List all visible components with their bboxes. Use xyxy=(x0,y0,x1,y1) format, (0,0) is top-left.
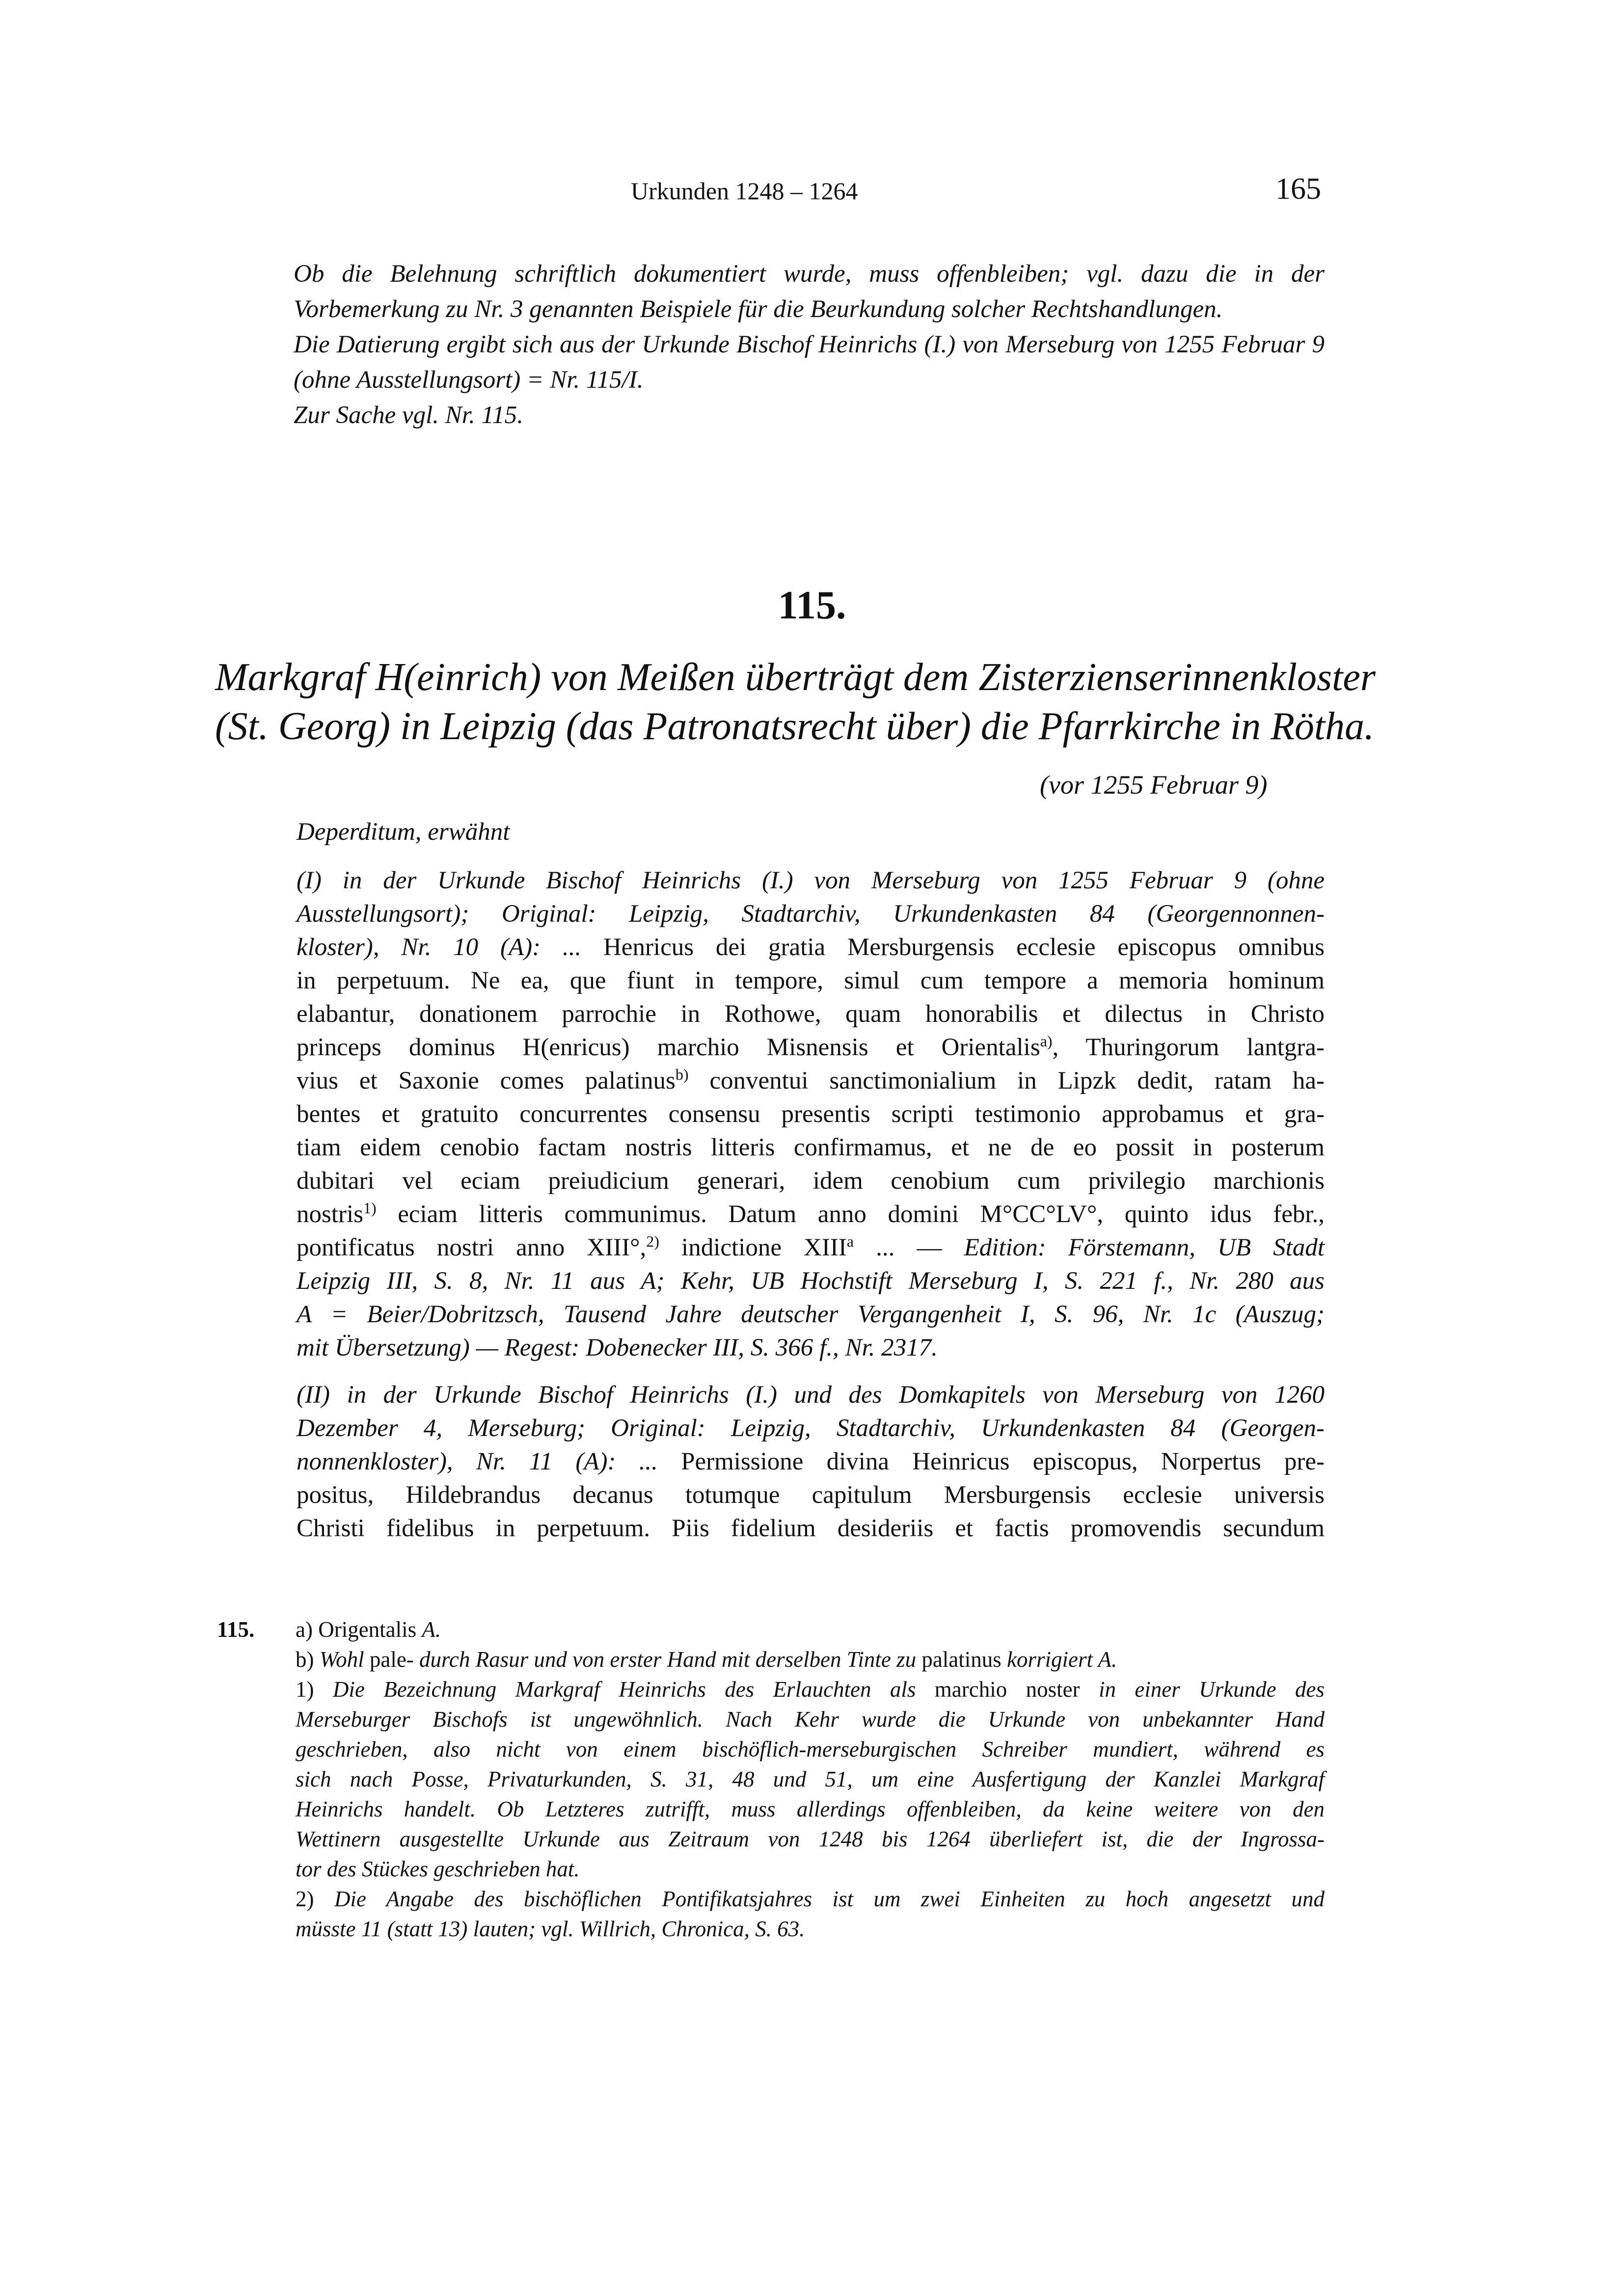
footnote-line: Heinrichs handelt. Ob Letzteres zutrifft, muss allerdings offenbleiben, da keine weitere von den xyxy=(296,1797,1325,1821)
entry-segment: kloster), Nr. 10 (A): ... xyxy=(297,934,582,961)
footnote-segment: Origentalis xyxy=(318,1617,422,1642)
entry-segment: ... — xyxy=(854,1234,964,1261)
footnote-segment: A. xyxy=(422,1617,441,1642)
footnote-segment: palatinus xyxy=(921,1647,1001,1672)
commentary-paragraph-3: Zur Sache vgl. Nr. 115. xyxy=(294,401,523,429)
entry-line: elabantur, donationem parrochie in Rothowe, quam honorabilis et dilectus in Christo xyxy=(297,1000,1325,1028)
entry-line: bentes et gratuito concurrentes consensu presentis scripti testimonio approbamus et gra- xyxy=(297,1100,1325,1128)
footnotes xyxy=(217,1615,1325,1944)
entry-line: mit Übersetzung) — Regest: Dobenecker III, S. 366 f., Nr. 2317. xyxy=(297,1334,938,1362)
footnote-ref-1: 1) xyxy=(363,1199,377,1217)
entry-segment: vius et Saxonie comes palatinus xyxy=(297,1067,676,1095)
entry-line xyxy=(297,1445,1325,1478)
entry-line xyxy=(297,1231,1325,1264)
footnote-segment: marchio noster xyxy=(934,1677,1080,1702)
footnote-a xyxy=(296,1615,1325,1645)
preceding-commentary xyxy=(294,256,1325,433)
entry-line: positus, Hildebrandus decanus totumque capitulum Mersburgensis ecclesie universis xyxy=(297,1481,1325,1509)
entry-segment: nonnenkloster), Nr. 11 (A): ... xyxy=(297,1448,658,1475)
footnote-ref-a: a) xyxy=(1040,1032,1053,1050)
footnote-line: sich nach Posse, Privaturkunden, S. 31, 48 und 51, um eine Ausfertigung der Kanzlei Markgraf xyxy=(296,1767,1325,1791)
footnote-line: Merseburger Bischofs ist ungewöhnlich. Nach Kehr wurde die Urkunde von unbekannter Hand xyxy=(296,1707,1325,1732)
entry-line xyxy=(297,1198,1325,1231)
running-head: Urkunden 1248 – 1264 xyxy=(631,177,858,205)
footnote-line: tor des Stückes geschrieben hat. xyxy=(296,1857,580,1881)
entry-line: Ausstellungsort); Original: Leipzig, Stadtarchiv, Urkundenkasten 84 (Georgennonnen- xyxy=(297,900,1325,928)
entry-line: Christi fidelibus in perpetuum. Piis fidelium desideriis et factis promovendis secundum xyxy=(297,1515,1325,1542)
document-date: (vor 1255 Februar 9) xyxy=(1040,770,1268,800)
document-number: 115. xyxy=(778,583,846,627)
footnote-document-ref: 115. xyxy=(217,1617,255,1642)
entry-segment: indictione XIII xyxy=(659,1234,847,1261)
regest-heading xyxy=(215,653,1376,751)
entry-segment: conventui sanctimonialium in Lipzk dedit, ratam ha- xyxy=(688,1067,1325,1095)
entry-line: (II) in der Urkunde Bischof Heinrichs (I.) und des Domkapitels von Merseburg von 1260 xyxy=(297,1381,1325,1409)
footnote-label: b) xyxy=(296,1647,320,1672)
entry-line: tiam eidem cenobio factam nostris litteris confirmamus, et ne de eo possit in posterum xyxy=(297,1134,1325,1161)
commentary-paragraph-2: Die Datierung ergibt sich aus der Urkunde Bischof Heinrichs (I.) von Merseburg von 1255 Februar 9 (ohne Ausstellungsort) = Nr. 115/I. xyxy=(294,331,1325,394)
footnote-ref-b: b) xyxy=(675,1066,689,1083)
entry-line: (I) in der Urkunde Bischof Heinrichs (I.) von Merseburg von 1255 Februar 9 (ohne xyxy=(297,867,1325,894)
footnote-segment: in einer Urkunde des xyxy=(1080,1677,1325,1702)
entry-segment: , Thuringorum lantgra- xyxy=(1052,1034,1325,1061)
entry-line: in perpetuum. Ne ea, que fiunt in tempore, simul cum tempore a memoria hominum xyxy=(297,967,1325,994)
entry-segment: Permissione divina Heinricus episcopus, Norpertus pre- xyxy=(657,1448,1325,1475)
footnote-1 xyxy=(296,1675,1325,1705)
entry-segment: eciam litteris communimus. Datum anno domini M°CC°LV°, quinto idus febr., xyxy=(376,1201,1325,1228)
footnote-segment: pale- xyxy=(369,1647,414,1672)
footnote-segment: Die Angabe des bischöflichen Pontifikatsjahres ist um zwei Einheiten zu hoch angesetzt und xyxy=(334,1887,1325,1911)
entry-line: Dezember 4, Merseburg; Original: Leipzig, Stadtarchiv, Urkundenkasten 84 (Georgen- xyxy=(297,1415,1325,1442)
footnote-label: 2) xyxy=(296,1887,334,1911)
deperditum-label: Deperditum, erwähnt xyxy=(297,818,510,846)
footnote-segment: Die Bezeichnung Markgraf Heinrichs des Erlauchten als xyxy=(332,1677,935,1702)
footnote-text xyxy=(296,1615,1325,1944)
entry-line xyxy=(297,1031,1325,1064)
footnote-line: geschrieben, also nicht von einem bischöflich-merseburgischen Schreiber mundiert, während es xyxy=(296,1737,1325,1762)
entry-segment: nostris xyxy=(297,1201,364,1228)
footnote-label: a) xyxy=(296,1617,319,1642)
footnote-segment: korrigiert A. xyxy=(1001,1647,1117,1672)
footnote-ref-2: 2) xyxy=(646,1232,659,1250)
footnote-label: 1) xyxy=(296,1677,333,1702)
entry-segment: Edition: Förstemann, UB Stadt xyxy=(964,1234,1325,1261)
footnote-segment: Wohl xyxy=(319,1647,370,1672)
footnote-line: müsste 11 (statt 13) lauten; vgl. Willrich, Chronica, S. 63. xyxy=(296,1917,805,1941)
entry-line: A = Beier/Dobritzsch, Tausend Jahre deutscher Vergangenheit I, S. 96, Nr. 1c (Auszug; xyxy=(297,1301,1325,1328)
transmission-entry-1 xyxy=(297,864,1325,1364)
transmission-entry-2 xyxy=(297,1378,1325,1545)
entry-line: Leipzig III, S. 8, Nr. 11 aus A; Kehr, UB Hochstift Merseburg I, S. 221 f., Nr. 280 aus xyxy=(297,1267,1325,1295)
footnote-b xyxy=(296,1645,1325,1675)
entry-line: dubitari vel eciam preiudicium generari, idem cenobium cum privilegio marchionis xyxy=(297,1167,1325,1195)
commentary-paragraph-1: Ob die Belehnung schriftlich dokumentiert wurde, muss offenbleiben; vgl. dazu die in der Vorbemerkung zu Nr. 3 genannten Beispiele für die Beurkundung solcher Rechtshandlungen. xyxy=(294,260,1325,323)
entry-line xyxy=(297,931,1325,964)
page-number: 165 xyxy=(1275,172,1321,206)
regest-line: Markgraf H(einrich) von Meißen überträgt dem Zisterzienserinnenkloster xyxy=(215,656,1376,699)
entry-line xyxy=(297,1064,1325,1097)
footnote-segment: durch Rasur und von erster Hand mit derselben Tinte zu xyxy=(413,1647,922,1672)
footnote-line: Wettinern ausgestellte Urkunde aus Zeitraum von 1248 bis 1264 überliefert ist, die der Ingrossa- xyxy=(296,1827,1325,1851)
superscript-a: a xyxy=(846,1232,854,1250)
entry-segment: princeps dominus H(enricus) marchio Misnensis et Orientalis xyxy=(297,1034,1040,1061)
regest-line: (St. Georg) in Leipzig (das Patronatsrecht über) die Pfarrkirche in Rötha. xyxy=(215,705,1375,748)
entry-segment: Henricus dei gratia Mersburgensis ecclesie episcopus omnibus xyxy=(581,934,1325,961)
footnote-2 xyxy=(296,1884,1325,1914)
entry-segment: pontificatus nostri anno XIII°, xyxy=(297,1234,647,1261)
